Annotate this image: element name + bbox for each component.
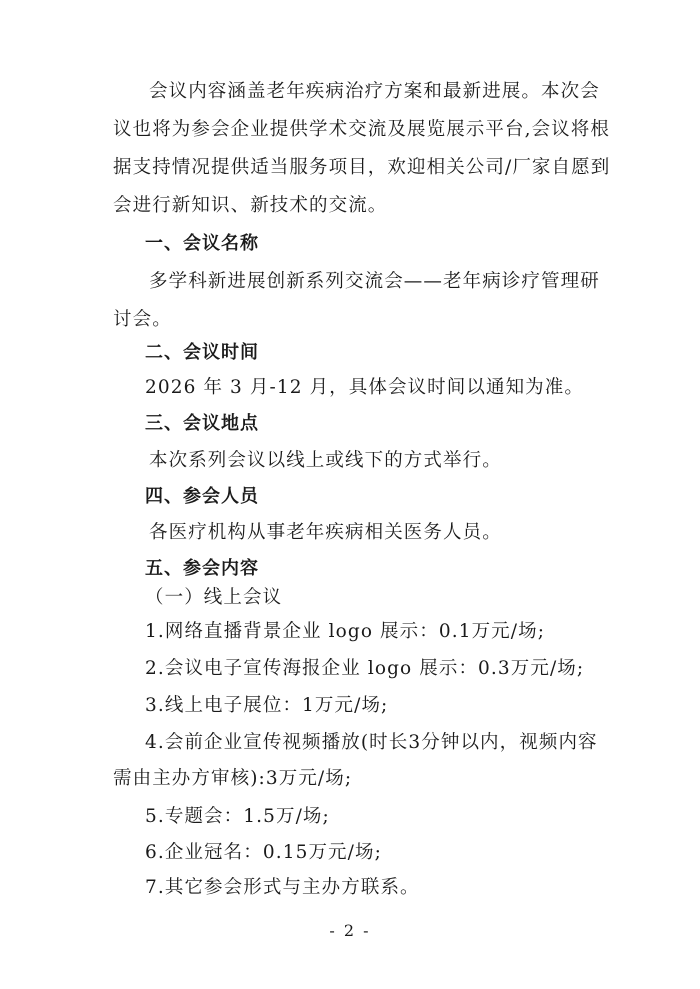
section-heading-meeting-location: 三、会议地点	[145, 413, 259, 434]
intro-line-2: 议也将为参会企业提供学术交流及展览展示平台,会议将根	[113, 119, 610, 140]
meeting-name-line-2: 讨会。	[113, 309, 172, 330]
content-item: 5.专题会：1.5万/场;	[145, 806, 330, 827]
meeting-location-line-1: 本次系列会议以线上或线下的方式举行。	[149, 450, 502, 471]
content-item: 3.线上电子展位：1万元/场;	[145, 695, 389, 716]
meeting-name-line-1: 多学科新进展创新系列交流会——老年病诊疗管理研	[149, 271, 600, 292]
section-heading-meeting-time: 二、会议时间	[145, 342, 259, 363]
content-item: 7.其它参会形式与主办方联系。	[145, 877, 420, 898]
intro-line-1: 会议内容涵盖老年疾病治疗方案和最新进展。本次会	[149, 81, 600, 102]
section-heading-content: 五、参会内容	[145, 558, 259, 579]
intro-line-4: 会进行新知识、新技术的交流。	[113, 195, 388, 216]
content-item: 2.会议电子宣传海报企业 logo 展示：0.3万元/场;	[145, 658, 585, 679]
intro-line-3: 据支持情况提供适当服务项目，欢迎相关公司/厂家自愿到	[113, 157, 611, 178]
page-number: - 2 -	[329, 921, 371, 940]
attendees-line-1: 各医疗机构从事老年疾病相关医务人员。	[149, 522, 502, 543]
content-item: 4.会前企业宣传视频播放(时长3分钟以内，视频内容	[145, 732, 598, 753]
section-heading-attendees: 四、参会人员	[145, 486, 259, 507]
section-heading-meeting-name: 一、会议名称	[145, 233, 259, 254]
content-item: 6.企业冠名：0.15万元/场;	[145, 842, 382, 863]
content-item-continuation: 需由主办方审核):3万元/场;	[113, 768, 353, 789]
subheading-online-meeting: （一）线上会议	[145, 587, 283, 608]
meeting-time-line-1: 2026 年 3 月-12 月，具体会议时间以通知为准。	[145, 377, 584, 398]
content-item: 1.网络直播背景企业 logo 展示：0.1万元/场;	[145, 621, 546, 642]
